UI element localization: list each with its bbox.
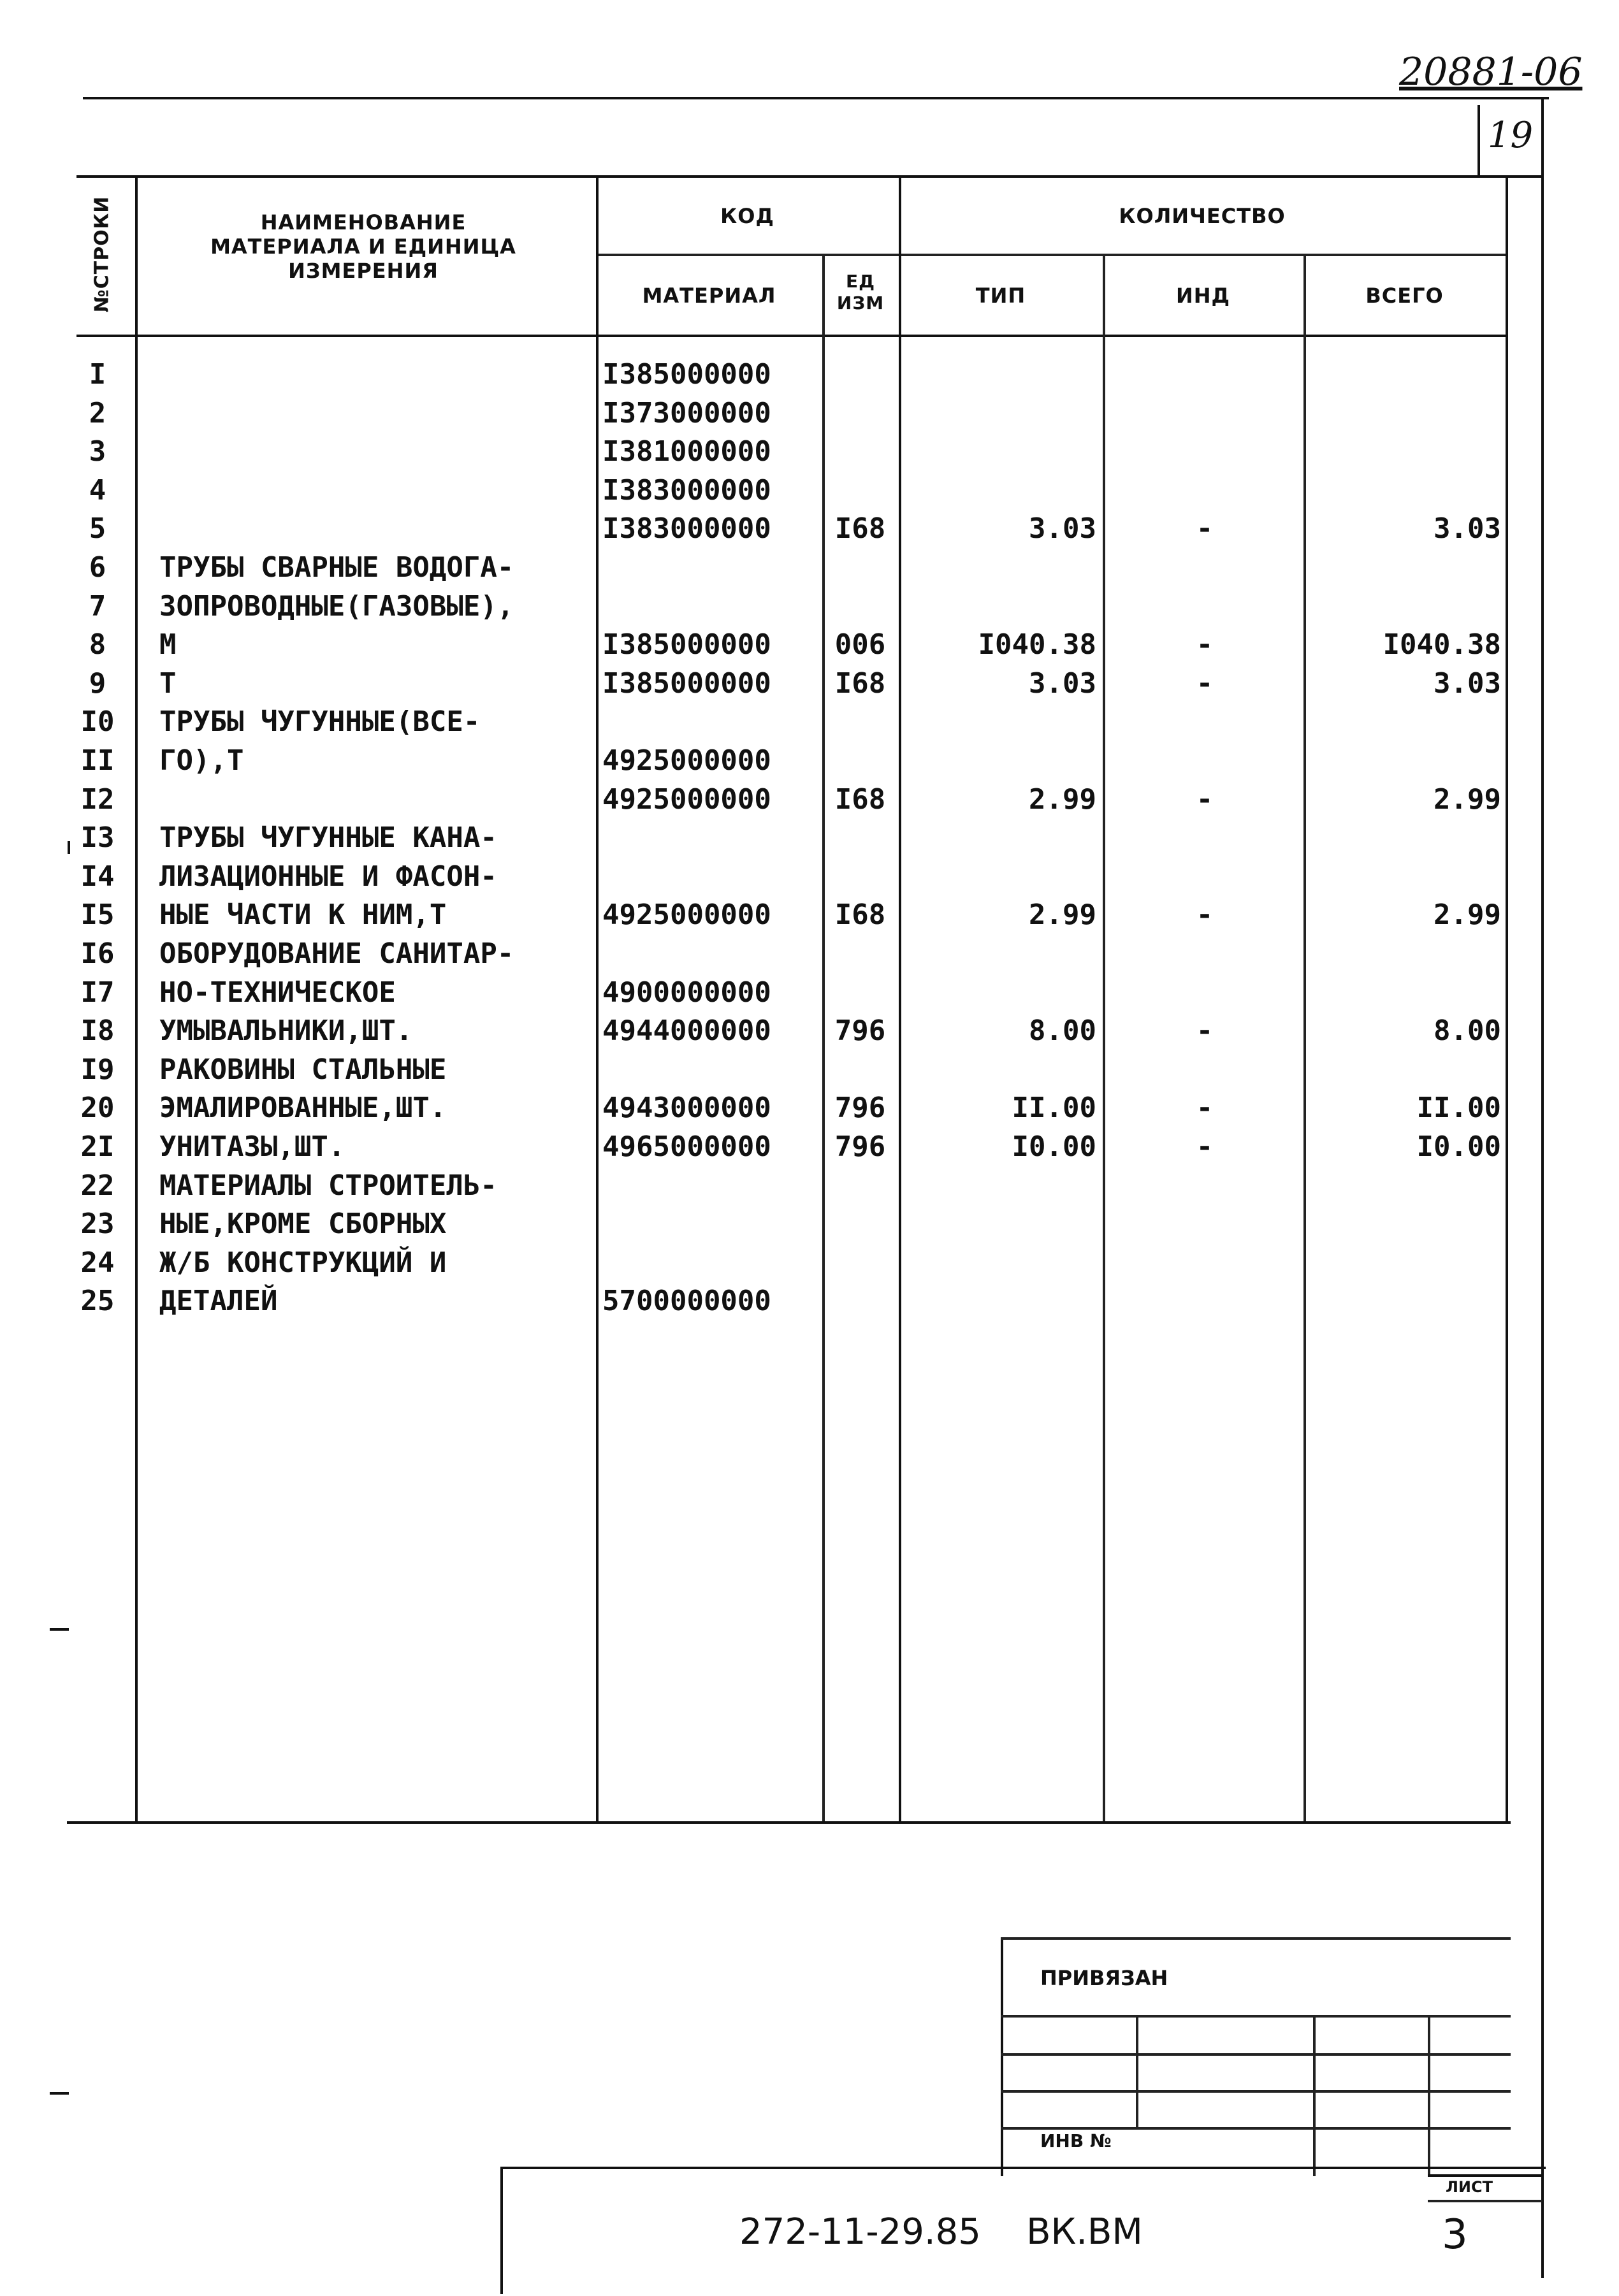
row-number: I9 [80, 1053, 115, 1086]
stamp-top-line [1001, 1937, 1511, 1940]
header-ind: ИНД [1175, 284, 1231, 308]
stamp-line-4 [1001, 2127, 1511, 2130]
material-name: МАТЕРИАЛЫ СТРОИТЕЛЬ- [159, 1169, 497, 1202]
row-number: 5 [89, 512, 106, 545]
row-number: 20 [80, 1092, 115, 1125]
col-line-unit [899, 175, 901, 1821]
unit-code: 006 [834, 628, 886, 661]
material-code: 4944000000 [602, 1014, 771, 1048]
row-number: 24 [80, 1246, 115, 1279]
row-number: 3 [89, 435, 106, 468]
ind-quantity: - [1196, 899, 1214, 932]
material-name: РАКОВИНЫ СТАЛЬНЫЕ [159, 1053, 447, 1086]
sheet-box-split [1428, 2200, 1543, 2202]
total-quantity: 3.03 [1434, 667, 1501, 700]
row-number: 4 [89, 473, 106, 507]
row-number: 6 [89, 551, 106, 584]
type-quantity: 8.00 [1029, 1014, 1096, 1048]
header-type: ТИП [975, 284, 1026, 308]
left-margin-mark-2 [50, 2092, 69, 2095]
material-name: ТРУБЫ СВАРНЫЕ ВОДОГА- [159, 551, 514, 584]
row-number: I [89, 358, 106, 391]
left-margin-mark-1 [50, 1628, 69, 1631]
material-name: Т [159, 667, 177, 700]
type-quantity: I040.38 [978, 628, 1096, 661]
page-right-border [1541, 175, 1544, 2278]
ind-quantity: - [1196, 512, 1214, 545]
type-quantity: 2.99 [1029, 899, 1096, 932]
ind-quantity: - [1196, 1130, 1214, 1163]
material-code: 4925000000 [602, 744, 771, 777]
material-name: Ж/Б КОНСТРУКЦИЙ И [159, 1246, 447, 1279]
row-number: 23 [80, 1208, 115, 1241]
stamp-col-1 [1136, 2015, 1138, 2127]
col-line-total [1506, 175, 1508, 1821]
unit-code: I68 [834, 899, 886, 932]
row-number: 2 [89, 396, 106, 430]
row-number: I4 [80, 860, 115, 893]
ind-quantity: - [1196, 628, 1214, 661]
row-number: 25 [80, 1285, 115, 1318]
material-code: I373000000 [602, 396, 771, 430]
type-quantity: 3.03 [1029, 667, 1096, 700]
row-number: 2I [80, 1130, 115, 1163]
material-name: М [159, 628, 177, 661]
material-code: 4900000000 [602, 976, 771, 1009]
material-code: I381000000 [602, 435, 771, 468]
page-box-right [1541, 99, 1544, 175]
stamp-col-2 [1313, 2015, 1316, 2176]
row-number: I8 [80, 1014, 115, 1048]
row-number: 22 [80, 1169, 115, 1202]
sheet-number: 3 [1442, 2211, 1468, 2258]
material-name: ТРУБЫ ЧУГУННЫЕ КАНА- [159, 821, 497, 855]
material-code: I385000000 [602, 667, 771, 700]
material-name: ЗОПРОВОДНЫЕ(ГАЗОВЫЕ), [159, 589, 514, 623]
material-name: ГО),Т [159, 744, 244, 777]
header-code: КОД [720, 204, 774, 228]
col-line-type [1103, 254, 1105, 1821]
title-bar-top [500, 2167, 1546, 2169]
unit-code: I68 [834, 512, 886, 545]
material-name: ДЕТАЛЕЙ [159, 1285, 278, 1318]
unit-code: I68 [834, 667, 886, 700]
unit-code: I68 [834, 783, 886, 816]
document-number: 20881-06 [1399, 50, 1583, 94]
unit-code: 796 [834, 1014, 886, 1048]
row-number: I7 [80, 976, 115, 1009]
header-split-line [596, 254, 1507, 256]
total-quantity: 2.99 [1434, 783, 1501, 816]
header-row-number: №СТРОКИ [91, 196, 113, 313]
header-bottom-line [76, 335, 1507, 337]
top-border [83, 97, 1549, 99]
material-name: ЭМАЛИРОВАННЫЕ,ШТ. [159, 1092, 447, 1125]
material-code: 4925000000 [602, 899, 771, 932]
total-quantity: I0.00 [1416, 1130, 1501, 1163]
material-code: 4965000000 [602, 1130, 771, 1163]
sheet-box-top [1428, 2174, 1543, 2177]
row-number: I0 [80, 705, 115, 739]
ind-quantity: - [1196, 1092, 1214, 1125]
total-quantity: 3.03 [1434, 512, 1501, 545]
material-code: I385000000 [602, 358, 771, 391]
material-code: I383000000 [602, 473, 771, 507]
ind-quantity: - [1196, 783, 1214, 816]
header-quantity: КОЛИЧЕСТВО [1119, 204, 1286, 228]
stamp-line-2 [1001, 2053, 1511, 2056]
header-material: МАТЕРИАЛ [642, 284, 776, 308]
material-code: I385000000 [602, 628, 771, 661]
table-bottom-border [67, 1821, 1511, 1824]
table-top-border [76, 175, 1544, 178]
stamp-col-3 [1428, 2015, 1430, 2174]
row-number: I2 [80, 783, 115, 816]
total-quantity: I040.38 [1383, 628, 1501, 661]
material-name: УНИТАЗЫ,ШТ. [159, 1130, 345, 1163]
row-number: I5 [80, 899, 115, 932]
ind-quantity: - [1196, 667, 1214, 700]
total-quantity: 2.99 [1434, 899, 1501, 932]
material-name: ОБОРУДОВАНИЕ САНИТАР- [159, 937, 514, 970]
designation: 272-11-29.85 ВК.ВМ [739, 2211, 1143, 2253]
col-line-name [596, 175, 599, 1821]
sheet-label: ЛИСТ [1446, 2178, 1493, 2196]
row-number: 7 [89, 589, 106, 623]
material-name: ЛИЗАЦИОННЫЕ И ФАСОН- [159, 860, 497, 893]
row-number: I6 [80, 937, 115, 970]
total-quantity: II.00 [1416, 1092, 1501, 1125]
material-name: ТРУБЫ ЧУГУННЫЕ(ВСЕ- [159, 705, 481, 739]
material-name: УМЫВАЛЬНИКИ,ШТ. [159, 1014, 413, 1048]
ind-quantity: - [1196, 1014, 1214, 1048]
title-bar-left [500, 2167, 503, 2294]
type-quantity: I0.00 [1012, 1130, 1096, 1163]
material-code: 4943000000 [602, 1092, 771, 1125]
col-line-ind [1303, 254, 1306, 1821]
page-number: 19 [1487, 115, 1534, 156]
type-quantity: II.00 [1012, 1092, 1096, 1125]
row-number: 8 [89, 628, 106, 661]
row-number: II [80, 744, 115, 777]
stamp-line-3 [1001, 2090, 1511, 2093]
stamp-line-1 [1001, 2015, 1511, 2018]
material-name: НЫЕ ЧАСТИ К НИМ,Т [159, 899, 447, 932]
material-code: 5700000000 [602, 1285, 771, 1318]
unit-code: 796 [834, 1130, 886, 1163]
row-number: I3 [80, 821, 115, 855]
type-quantity: 2.99 [1029, 783, 1096, 816]
total-quantity: 8.00 [1434, 1014, 1501, 1048]
attached-label: ПРИВЯЗАН [1040, 1966, 1168, 1990]
inventory-number-label: ИНВ № [1040, 2130, 1112, 2151]
header-name: НАИМЕНОВАНИЕ МАТЕРИАЛА И ЕДИНИЦА ИЗМЕРЕНИЯ [210, 210, 516, 283]
material-code: I383000000 [602, 512, 771, 545]
material-name: НО-ТЕХНИЧЕСКОЕ [159, 976, 396, 1009]
material-code: 4925000000 [602, 783, 771, 816]
stamp-left-border [1001, 1937, 1003, 2176]
col-line-rownum [135, 175, 138, 1821]
type-quantity: 3.03 [1029, 512, 1096, 545]
header-total: ВСЕГО [1365, 284, 1444, 308]
header-unit: ЕД ИЗМ [836, 271, 885, 314]
row-number: 9 [89, 667, 106, 700]
material-name: НЫЕ,КРОМЕ СБОРНЫХ [159, 1208, 447, 1241]
unit-code: 796 [834, 1092, 886, 1125]
